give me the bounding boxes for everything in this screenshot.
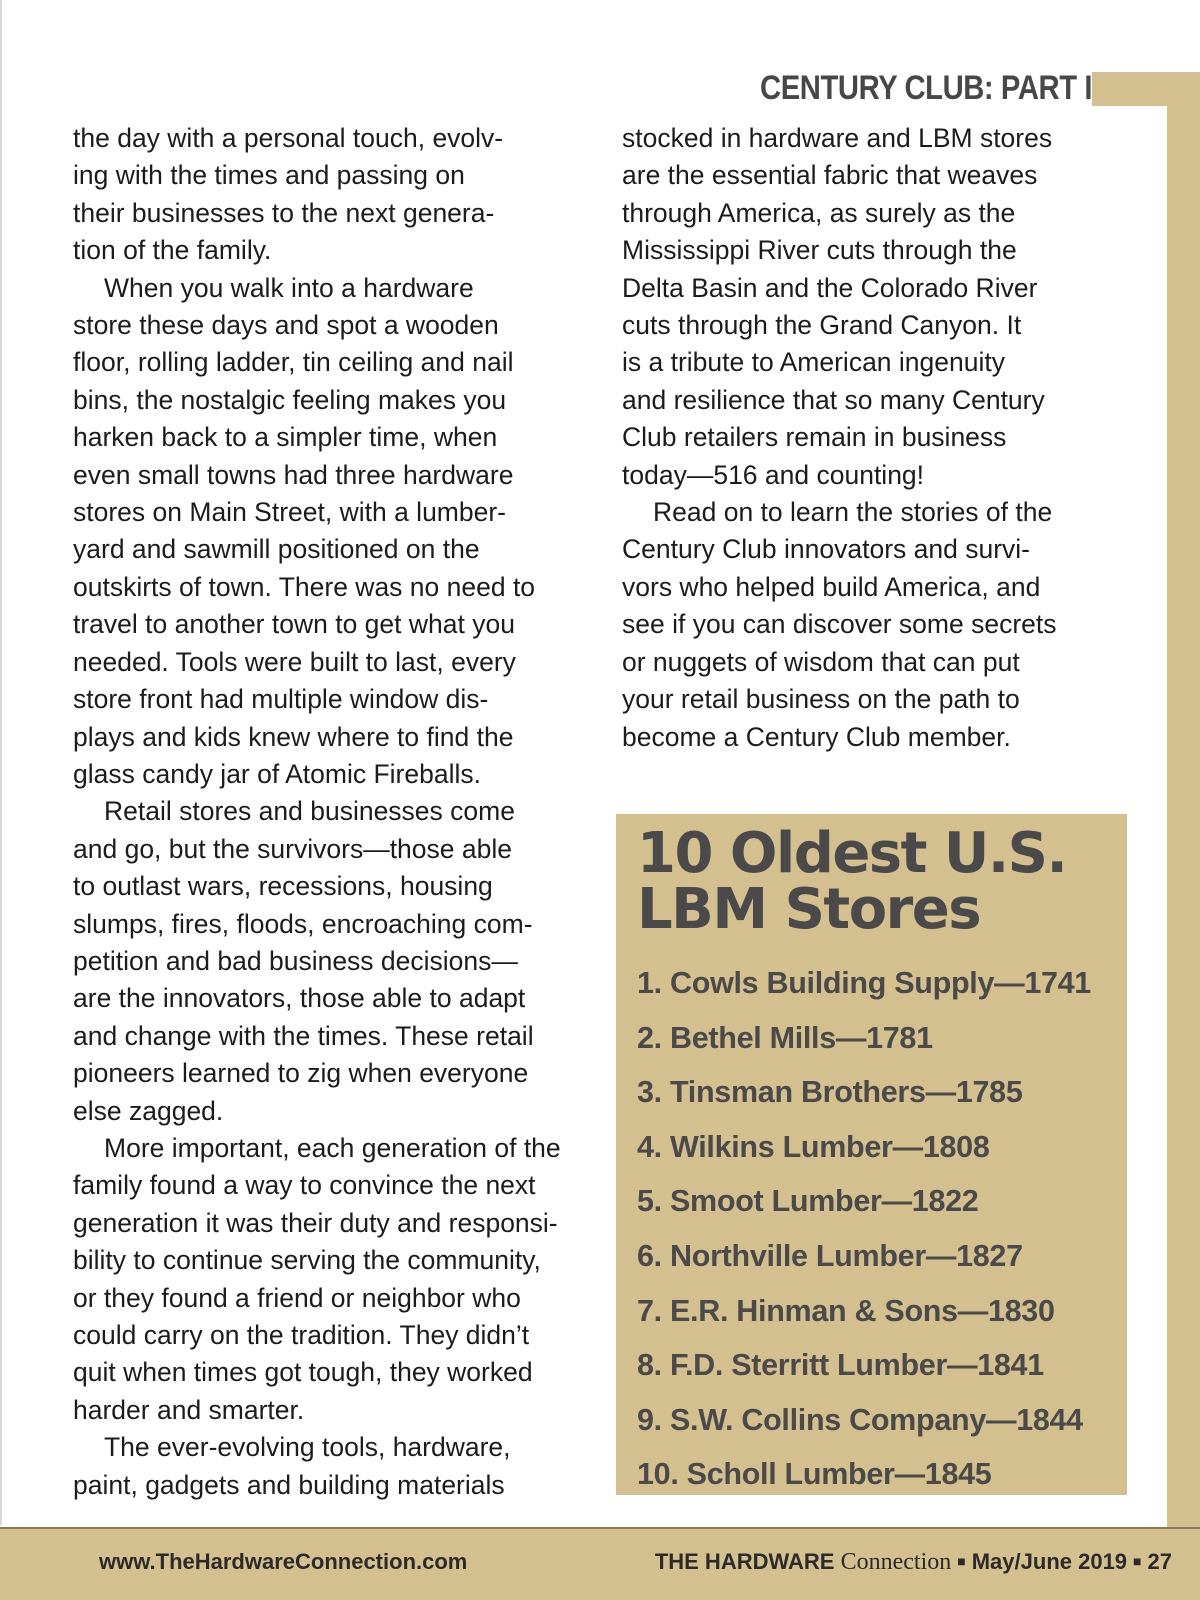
paragraph: Read on to learn the stories of the Century Club innovators and survi- vors who helped build America, and see if you can discover some secrets or nuggets of wisdom that can put your retail business on the path to become a Century Club member. [622, 497, 1057, 752]
list-item: 10. Scholl Lumber—1845 [637, 1457, 992, 1492]
section-title: CENTURY CLUB: PART I [760, 69, 1092, 107]
issue-date: May/June 2019 [971, 1549, 1128, 1574]
separator-icon: ■ [957, 1553, 966, 1569]
list-item: 9. S.W. Collins Company—1844 [637, 1402, 1083, 1437]
list-item: 3. Tinsman Brothers—1785 [637, 1075, 1023, 1110]
publication-name: THE HARDWARE [654, 1549, 835, 1574]
oldest-stores-list [637, 956, 1127, 1502]
paragraph: More important, each generation of the family found a way to convince the next generation it was their duty and responsi- bility to continue serving the community, or they found a friend or neighbor who could carry on the tradition. They didn’t quit when times got tough, they worked harder and smarter. [73, 1132, 561, 1425]
page-footer [0, 1527, 1200, 1600]
sidebar-title: 10 Oldest U.S. LBM Stores [637, 821, 1067, 942]
list-item: 6. Northville Lumber—1827 [637, 1238, 1023, 1273]
page-edge-rule [0, 0, 2, 1525]
list-item: 8. F.D. Sterritt Lumber—1841 [637, 1348, 1044, 1383]
separator-icon: ■ [1133, 1553, 1142, 1569]
list-item: 2. Bethel Mills—1781 [637, 1020, 933, 1055]
paragraph: Retail stores and businesses come and go, but the survivors—those able to outlast wars, recessions, housing slumps, fires, floods, encroaching com- petition and bad business decisions— are the innovators, those able to adapt and change with the times. These retail pioneers learned to zig when everyone else zagged. [73, 796, 534, 1126]
list-item: 7. E.R. Hinman & Sons—1830 [637, 1293, 1055, 1328]
oldest-stores-sidebar [616, 814, 1127, 1495]
publication-name-serif: Connection [840, 1549, 952, 1575]
list-item: 4. Wilkins Lumber—1808 [637, 1129, 990, 1164]
website-url: www.TheHardwareConnection.com [99, 1549, 468, 1574]
publication-info [655, 1549, 1172, 1576]
left-column [73, 120, 593, 1504]
paragraph: stocked in hardware and LBM stores are the essential fabric that weaves through America, as surely as the Mississippi River cuts through the Delta Basin and the Colorado River cuts through the Grand Canyon. It is a tribute to American ingenuity and resilience that so many Century Club retailers remain in business today—516 and counting! [622, 123, 1053, 490]
paragraph: When you walk into a hardware store these days and spot a wooden floor, rolling ladder, tin ceiling and nail bins, the nostalgic feeling makes you harken back to a simpler time, when even small towns had three hardware stores on Main Street, with a lumber- yard and sawmill positioned on the outskirts of town. There was no need to travel to another town to get what you needed. Tools were built to last, every store front had multiple window dis- plays and kids knew where to find the glass candy jar of Atomic Fireballs. [73, 272, 536, 789]
paragraph: the day with a personal touch, evolv- ing with the times and passing on their businesses to the next genera- tion of the family. [73, 123, 504, 266]
paragraph: The ever-evolving tools, hardware, paint, gadgets and building materials [73, 1432, 511, 1500]
list-item: 1. Cowls Building Supply—1741 [637, 966, 1091, 1000]
page-number: 27 [1147, 1549, 1172, 1574]
list-item: 5. Smoot Lumber—1822 [637, 1184, 979, 1219]
right-column [622, 120, 1142, 756]
page-side-accent-bar [1167, 72, 1200, 1527]
